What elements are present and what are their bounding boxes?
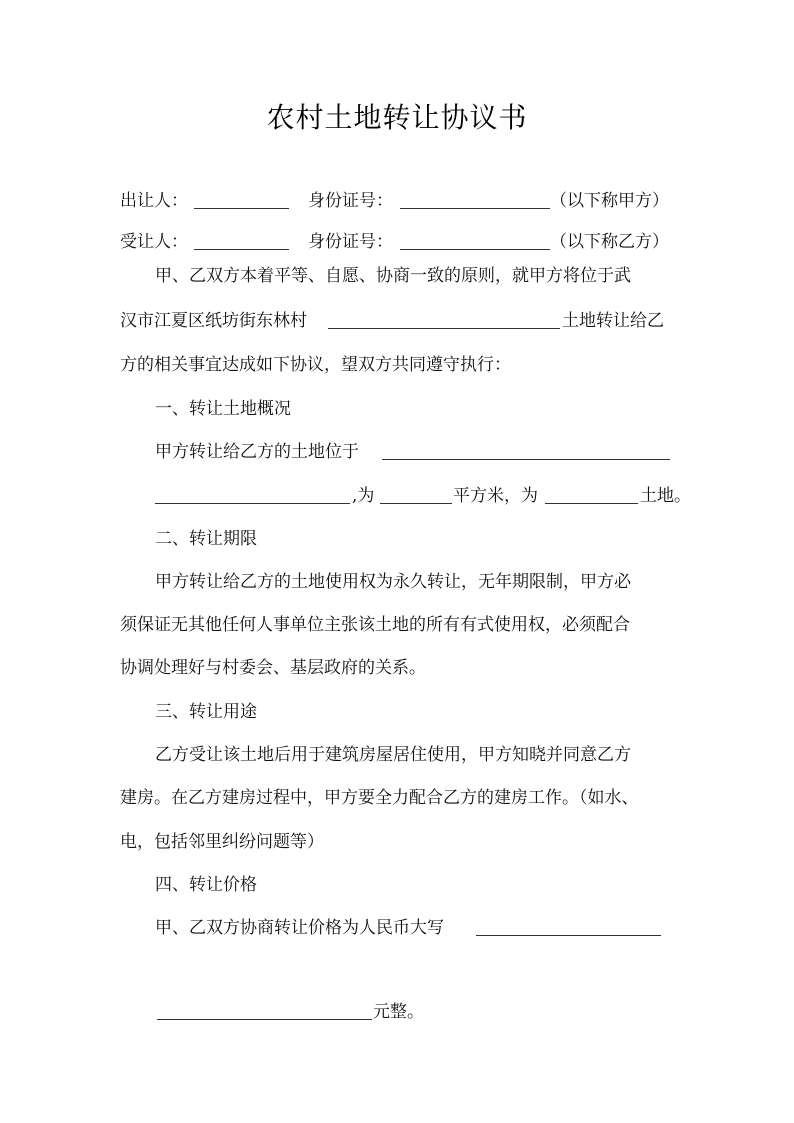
land-type-field[interactable] (545, 487, 638, 504)
area-sqm-field[interactable] (380, 487, 452, 504)
section-1-heading: 一、转让土地概况 (155, 399, 291, 419)
section-4-yuan-label: 元整。 (373, 1002, 424, 1022)
transferee-id-label: 身份证号： (308, 232, 393, 252)
transferor-id-label: 身份证号： (308, 191, 393, 211)
intro-line-2-suffix: 土地转让给乙 (562, 311, 664, 331)
document-title: 农村土地转让协议书 (266, 101, 528, 134)
section-1-sqm-label: 平方米，为 (453, 486, 538, 506)
transferor-name-field[interactable] (194, 192, 289, 209)
transferor-alias: （以下称甲方） (550, 191, 669, 211)
intro-line-2-prefix: 汉市江夏区纸坊街东林村 (120, 311, 307, 331)
section-3-line-3: 电，包括邻里纠纷问题等） (120, 832, 324, 852)
section-1-for-label: ,为 (352, 486, 375, 506)
section-3-line-2: 建房。在乙方建房过程中，甲方要全力配合乙方的建房工作。（如水、 (120, 788, 639, 808)
price-words-field[interactable] (476, 919, 661, 936)
section-3-line-1: 乙方受让该土地后用于建筑房屋居住使用，甲方知晓并同意乙方 (155, 745, 631, 765)
section-2-line-3: 协调处理好与村委会、基层政府的关系。 (120, 658, 426, 678)
price-words-continued-field[interactable] (157, 1003, 372, 1020)
transferee-name-field[interactable] (194, 233, 289, 250)
transferor-id-field[interactable] (400, 192, 550, 209)
transferee-id-field[interactable] (400, 233, 550, 250)
transferor-label: 出让人： (120, 191, 188, 211)
section-3-heading: 三、转让用途 (155, 702, 257, 722)
land-location-field[interactable] (328, 312, 560, 329)
land-address-field[interactable] (382, 443, 670, 460)
intro-line-1: 甲、乙双方本着平等、自愿、协商一致的原则，就甲方将位于武 (155, 266, 631, 286)
section-1-line-1: 甲方转让给乙方的土地位于 (155, 442, 359, 462)
section-1-land-label: 土地。 (640, 486, 691, 506)
section-4-heading: 四、转让价格 (155, 875, 257, 895)
transferee-alias: （以下称乙方） (550, 232, 669, 252)
section-2-heading: 二、转让期限 (155, 529, 257, 549)
transferor-row (120, 190, 188, 212)
section-4-line-1: 甲、乙双方协商转让价格为人民币大写 (155, 918, 444, 938)
transferee-label: 受让人： (120, 232, 188, 252)
section-2-line-1: 甲方转让给乙方的土地使用权为永久转让，无年期限制，甲方必 (155, 572, 631, 592)
section-2-line-2: 须保证无其他任何人事单位主张该土地的所有有式使用权，必须配合 (120, 615, 630, 635)
intro-line-3: 方的相关事宜达成如下协议，望双方共同遵守执行： (120, 355, 511, 375)
land-address-continued-field[interactable] (155, 487, 350, 504)
